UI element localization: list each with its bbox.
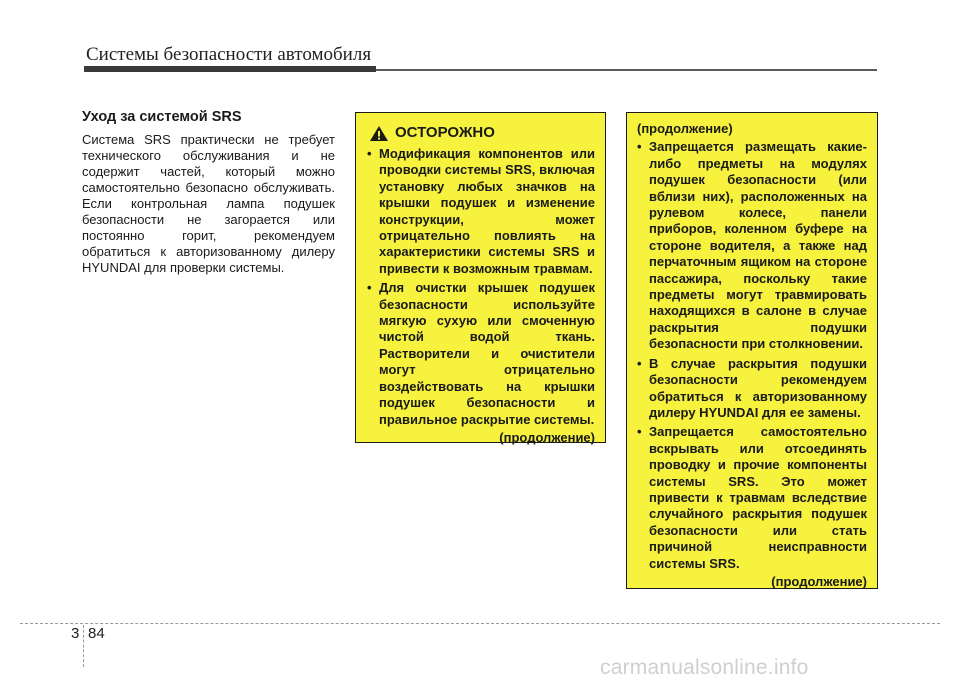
srs-care-section [82, 109, 335, 276]
page-separator [83, 625, 84, 667]
caution-title: ОСТОРОЖНО [395, 124, 495, 142]
caution-item: • Запрещается размещать какие-либо предметы на модулях подушек безопасности (или вблизи них), расположенных на рулевом колесе, панели приборов, коленном буфере на стороне водителя, а также над перчаточным ящиком на стороне пассажира, поскольку такие предметы могут травмировать находящихся в салоне в случае раскрытия подушки безопасности при столкновении. [637, 139, 867, 352]
continued-label: (продолжение) [499, 429, 595, 445]
continued-top-label: (продолжение) [637, 121, 733, 136]
header-rule-thin [376, 69, 877, 71]
chapter-number: 3 [71, 625, 80, 642]
warning-triangle-icon [369, 125, 389, 142]
caution-item: • Модификация компонентов или проводки системы SRS, включая установку любых значков на крышки подушек и изменение конструкции, может отрицательно повлиять на характеристики системы SRS и привести к возможным травмам. [367, 146, 595, 277]
continued-label: (продолжение) [771, 573, 867, 589]
caution-title-row [367, 125, 595, 142]
footer-rule [20, 623, 940, 624]
caution-item: • Запрещается самостоятельно вскрывать или отсоединять проводку и прочие компоненты системы SRS. Это может привести к травмам вследствие случайного раскрытия подушек безопасности или стать причиной неисправности системы SRS. [637, 424, 867, 572]
header-title: Системы безопасности автомобиля [86, 44, 372, 65]
caution-box-continued [626, 112, 878, 589]
header-rule-dark [84, 66, 376, 72]
caution-item: • В случае раскрытия подушки безопасности рекомендуем обратиться к авторизованному дилеру HYUNDAI для ее замены. [637, 356, 867, 422]
watermark: carmanualsonline.info [600, 656, 809, 679]
caution-list-continued [637, 139, 867, 572]
page-number: 84 [88, 625, 105, 642]
caution-list [367, 146, 595, 428]
section-body: Система SRS практически не требует технического обслуживания и не содержит частей, который можно самостоятельно безопасно обслуживать. Если контрольная лампа подушек безопасности не загорается или постоянно горит, рекомендуем обратиться к авторизованному дилеру HYUNDAI для проверки системы. [82, 132, 335, 275]
section-heading: Уход за системой SRS [82, 109, 242, 125]
caution-item: • Для очистки крышек подушек безопасности используйте мягкую сухую или смоченную чистой водой ткань. Растворители и очистители могут отрицательно воздействовать на крышки подушек безопасности и правильное раскрытие системы. [367, 280, 595, 428]
caution-box [355, 112, 606, 443]
